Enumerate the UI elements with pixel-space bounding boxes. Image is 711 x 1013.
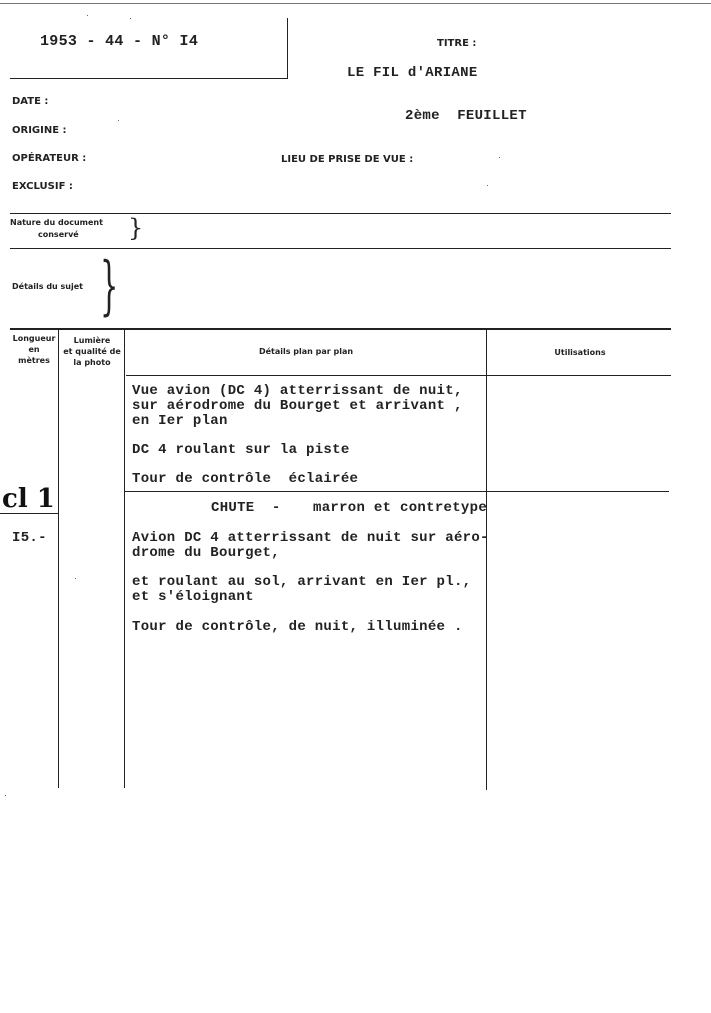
reference-number: 1953 - 44 - N° I4 [40, 33, 199, 50]
col-length-line3: mètres [18, 356, 50, 365]
scan-speck [118, 120, 119, 121]
entry-4-line-2: drome du Bourget, [132, 545, 280, 561]
scan-speck [75, 578, 76, 579]
col-light-line3: la photo [73, 358, 111, 367]
entry-5-line-1: et roulant au sol, arrivant en Ier pl., [132, 574, 472, 590]
length-value: I5.- [12, 530, 47, 546]
date-label: DATE : [12, 96, 49, 107]
table-top-rule [10, 328, 671, 330]
entry-4-line-1: Avion DC 4 atterrissant de nuit sur aéro- [132, 530, 489, 546]
origin-label: ORIGINE : [12, 125, 67, 136]
nature-label-line2: conservé [38, 230, 79, 239]
chute-value: marron et contretype [313, 500, 488, 516]
title-value: LE FIL d'ARIANE [347, 65, 478, 81]
exclusive-label: EXCLUSIF : [12, 181, 73, 192]
entry-1-line-1: Vue avion (DC 4) atterrissant de nuit, [132, 383, 463, 399]
scan-speck [130, 18, 131, 19]
handwritten-mark: cl 1 [2, 484, 55, 514]
handwritten-mark-underline [0, 513, 58, 514]
col-uses-header: Utilisations [554, 348, 606, 357]
details-brace: } [100, 249, 119, 323]
scan-speck [499, 157, 500, 158]
col-length-line1: Longueur [12, 334, 56, 343]
entry-6: Tour de contrôle, de nuit, illuminée . [132, 619, 463, 635]
title-label: TITRE : [437, 38, 477, 49]
chute-label: CHUTE - [211, 500, 281, 516]
col-length-header [10, 333, 58, 366]
nature-brace: } [128, 214, 144, 242]
col-details-header: Détails plan par plan [258, 347, 354, 356]
entry-1-line-2: sur aérodrome du Bourget et arrivant , [132, 398, 463, 414]
col-light-line1: Lumière [73, 336, 111, 345]
location-label: LIEU DE PRISE DE VUE : [281, 154, 414, 165]
details-label: Détails du sujet [12, 282, 83, 291]
entry-2: DC 4 roulant sur la piste [132, 442, 350, 458]
nature-label-line1: Nature du document [10, 218, 103, 227]
entry-5-line-2: et s'éloignant [132, 589, 254, 605]
operator-label: OPÉRATEUR : [12, 153, 87, 164]
sheet-number: 2ème FEUILLET [405, 108, 527, 124]
col-length-line2: en [28, 345, 40, 354]
col-light-header [60, 335, 124, 368]
header-box-right-border [287, 18, 288, 78]
scan-speck [5, 795, 6, 796]
entry-3: Tour de contrôle éclairée [132, 471, 359, 487]
col-divider-2 [124, 329, 125, 788]
top-edge-line [0, 3, 711, 4]
table-header-bottom-rule [126, 375, 671, 376]
chute-separator-rule [124, 491, 669, 492]
scan-speck [487, 185, 488, 186]
entry-1-line-3: en Ier plan [132, 413, 228, 429]
nature-top-rule [10, 213, 671, 214]
col-light-line2: et qualité de [63, 347, 121, 356]
col-divider-3 [486, 329, 487, 790]
header-box-bottom-border [10, 78, 288, 79]
col-divider-1 [58, 329, 59, 788]
scan-speck [87, 15, 88, 16]
